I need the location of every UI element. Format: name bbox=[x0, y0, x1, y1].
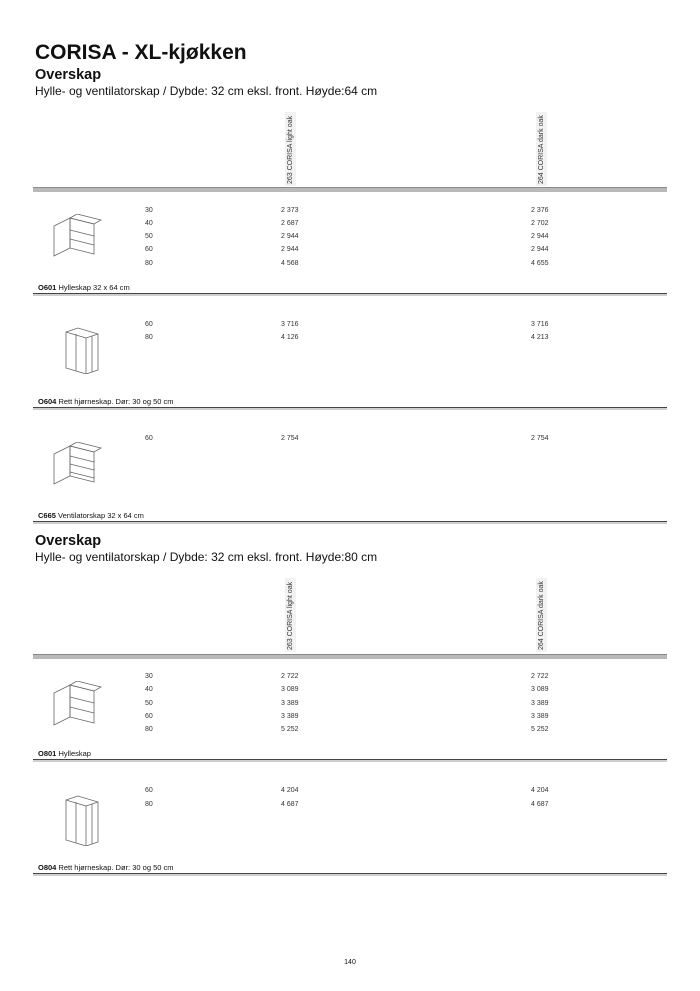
product-label bbox=[38, 749, 91, 758]
ventilator-cabinet-illustration bbox=[52, 442, 102, 490]
price-dark-cell: 2 376 bbox=[531, 207, 549, 214]
row-divider-shadow bbox=[33, 522, 667, 524]
price-dark-cell: 2 944 bbox=[531, 246, 549, 253]
price-light-cell: 3 089 bbox=[281, 686, 299, 693]
width-cell: 60 bbox=[145, 787, 153, 794]
width-cell: 80 bbox=[145, 260, 153, 267]
price-light-cell: 4 204 bbox=[281, 787, 299, 794]
product-name: Hylleskap bbox=[58, 749, 91, 758]
price-light-cell: 2 944 bbox=[281, 246, 299, 253]
product-name: Rett hjørneskap. Dør: 30 og 50 cm bbox=[58, 863, 174, 872]
product-code: C665 bbox=[38, 511, 56, 520]
price-light-cell: 2 687 bbox=[281, 220, 299, 227]
width-cell: 80 bbox=[145, 334, 153, 341]
price-light-cell: 5 252 bbox=[281, 726, 299, 733]
price-light-cell: 4 126 bbox=[281, 334, 299, 341]
column-header-dark-oak: 264 CORISA dark oak bbox=[538, 581, 545, 650]
price-dark-cell: 5 252 bbox=[531, 726, 549, 733]
page-title: CORISA - XL-kjøkken bbox=[35, 41, 247, 64]
price-dark-cell: 4 687 bbox=[531, 801, 549, 808]
product-code: O804 bbox=[38, 863, 57, 872]
wall-cabinet-open-illustration bbox=[52, 681, 102, 729]
price-light-cell: 3 389 bbox=[281, 713, 299, 720]
product-name: Ventilatorskap 32 x 64 cm bbox=[58, 511, 144, 520]
product-code: O604 bbox=[38, 397, 57, 406]
row-divider-shadow bbox=[33, 408, 667, 410]
wall-cabinet-open-illustration bbox=[52, 214, 102, 262]
width-cell: 50 bbox=[145, 700, 153, 707]
price-light-cell: 2 944 bbox=[281, 233, 299, 240]
section-subheading: Hylle- og ventilatorskap / Dybde: 32 cm eksl. front. Høyde:80 cm bbox=[35, 550, 378, 564]
product-name: Rett hjørneskap. Dør: 30 og 50 cm bbox=[58, 397, 174, 406]
product-label bbox=[38, 397, 174, 406]
width-cell: 50 bbox=[145, 233, 153, 240]
row-divider-shadow bbox=[33, 294, 667, 296]
width-cell: 30 bbox=[145, 673, 153, 680]
corner-cabinet-illustration bbox=[62, 326, 102, 374]
row-divider-shadow bbox=[33, 874, 667, 876]
product-label bbox=[38, 511, 144, 520]
product-code: O801 bbox=[38, 749, 57, 758]
price-light-cell: 2 373 bbox=[281, 207, 299, 214]
width-cell: 40 bbox=[145, 220, 153, 227]
header-divider-bar bbox=[33, 655, 667, 659]
price-dark-cell: 2 702 bbox=[531, 220, 549, 227]
product-code: O601 bbox=[38, 283, 57, 292]
price-dark-cell: 3 389 bbox=[531, 700, 549, 707]
section-heading: Overskap bbox=[35, 67, 102, 83]
price-dark-cell: 2 944 bbox=[531, 233, 549, 240]
price-light-cell: 3 389 bbox=[281, 700, 299, 707]
width-cell: 80 bbox=[145, 801, 153, 808]
row-divider-shadow bbox=[33, 760, 667, 762]
price-light-cell: 2 754 bbox=[281, 435, 299, 442]
price-light-cell: 3 716 bbox=[281, 321, 299, 328]
product-name: Hylleskap 32 x 64 cm bbox=[58, 283, 130, 292]
product-label bbox=[38, 863, 174, 872]
page-number: 140 bbox=[344, 959, 356, 966]
price-dark-cell: 2 754 bbox=[531, 435, 549, 442]
width-cell: 60 bbox=[145, 435, 153, 442]
price-light-cell: 2 722 bbox=[281, 673, 299, 680]
column-header-light-oak: 263 CORISA light oak bbox=[287, 581, 294, 650]
section-subheading: Hylle- og ventilatorskap / Dybde: 32 cm eksl. front. Høyde:64 cm bbox=[35, 84, 378, 98]
price-dark-cell: 4 213 bbox=[531, 334, 549, 341]
width-cell: 60 bbox=[145, 321, 153, 328]
column-header-light-oak: 263 CORISA light oak bbox=[287, 115, 294, 184]
price-dark-cell: 4 204 bbox=[531, 787, 549, 794]
width-cell: 60 bbox=[145, 713, 153, 720]
price-dark-cell: 3 716 bbox=[531, 321, 549, 328]
column-header-dark-oak: 264 CORISA dark oak bbox=[538, 115, 545, 184]
section-heading: Overskap bbox=[35, 533, 102, 549]
price-dark-cell: 4 655 bbox=[531, 260, 549, 267]
header-divider-bar bbox=[33, 188, 667, 192]
width-cell: 80 bbox=[145, 726, 153, 733]
price-light-cell: 4 687 bbox=[281, 801, 299, 808]
product-label bbox=[38, 283, 130, 292]
price-light-cell: 4 568 bbox=[281, 260, 299, 267]
price-dark-cell: 2 722 bbox=[531, 673, 549, 680]
width-cell: 60 bbox=[145, 246, 153, 253]
price-dark-cell: 3 389 bbox=[531, 713, 549, 720]
width-cell: 40 bbox=[145, 686, 153, 693]
width-cell: 30 bbox=[145, 207, 153, 214]
corner-cabinet-illustration bbox=[62, 794, 102, 846]
price-dark-cell: 3 089 bbox=[531, 686, 549, 693]
